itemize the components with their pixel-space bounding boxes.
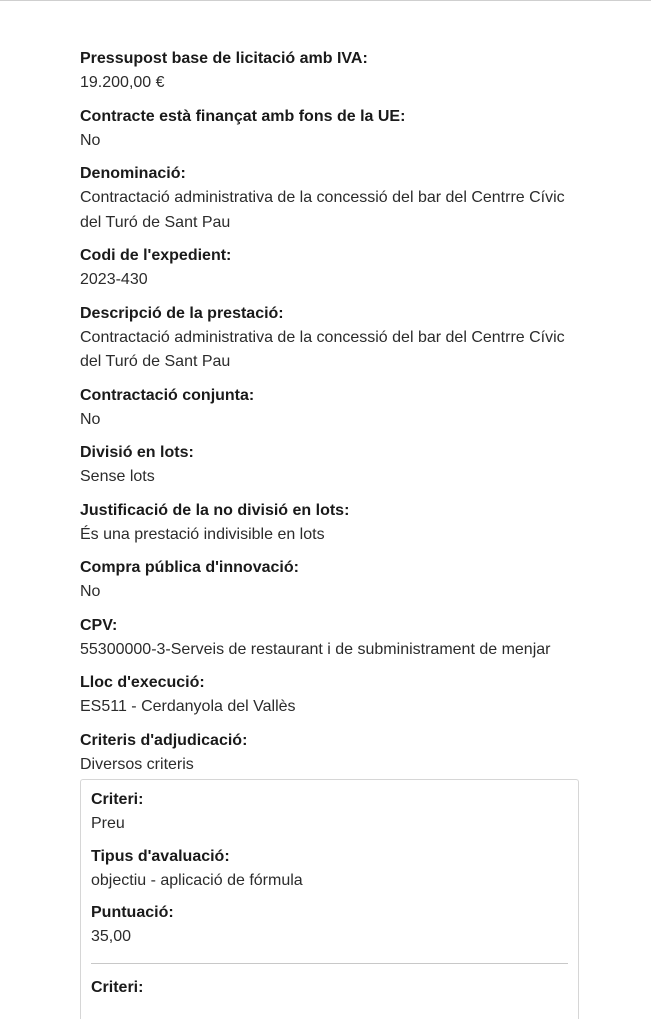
field-value: Contractació administrativa de la concessió del bar del Centrre Cívic del Turó de Sant Pau	[80, 189, 565, 231]
field-value: objectiu - aplicació de fórmula	[91, 871, 303, 889]
field-value: Sense lots	[80, 468, 155, 485]
top-divider	[0, 0, 651, 1]
field-label: CPV:	[80, 616, 118, 634]
field-joint-contracting	[80, 384, 580, 433]
field-execution-place	[80, 671, 580, 720]
field-budget	[80, 47, 580, 96]
field-label: Codi de l'expedient:	[80, 247, 232, 264]
field-value: No	[80, 410, 101, 428]
criterion-name	[91, 976, 568, 1000]
field-value: Contractació administrativa de la concessió del bar del Centrre Cívic del Turó de Sant Pau	[80, 328, 565, 370]
field-innovation-purchase	[80, 556, 580, 605]
criteria-box	[80, 779, 579, 1019]
criteria-divider	[91, 963, 568, 964]
field-value: No	[80, 583, 101, 600]
field-value: No	[80, 131, 101, 149]
field-lot-justification	[80, 499, 580, 548]
field-lot-division	[80, 441, 580, 490]
field-label: Criteri:	[91, 791, 144, 808]
field-label: Divisió en lots:	[80, 444, 194, 461]
field-label: Criteri:	[91, 978, 144, 996]
field-value: Diversos criteris	[80, 755, 194, 773]
criterion-score	[91, 901, 568, 950]
field-label: Compra pública d'innovació:	[80, 559, 299, 576]
tender-details	[80, 47, 580, 1019]
criterion-name	[91, 788, 568, 837]
field-denomination	[80, 162, 580, 235]
field-value: 2023-430	[80, 271, 148, 288]
field-value: 19.200,00 €	[80, 74, 165, 91]
field-description	[80, 302, 580, 375]
field-label: Tipus d'avaluació:	[91, 847, 230, 865]
criterion-evaluation-type	[91, 845, 568, 894]
field-label: Lloc d'execució:	[80, 674, 205, 691]
field-value: Preu	[91, 815, 125, 832]
field-label: Justificació de la no divisió en lots:	[80, 501, 350, 519]
field-eu-funds	[80, 105, 580, 154]
field-label: Descripció de la prestació:	[80, 304, 284, 322]
field-value: 55300000-3-Serveis de restaurant i de subministrament de menjar	[80, 640, 551, 658]
field-label: Puntuació:	[91, 904, 174, 921]
field-value: ES511 - Cerdanyola del Vallès	[80, 698, 296, 715]
field-label: Pressupost base de licitació amb IVA:	[80, 50, 368, 67]
field-value: És una prestació indivisible en lots	[80, 525, 325, 543]
field-cpv	[80, 614, 580, 663]
field-label: Contractació conjunta:	[80, 386, 255, 404]
field-file-code	[80, 244, 580, 293]
field-label: Denominació:	[80, 165, 186, 182]
field-label: Contracte està finançat amb fons de la UE:	[80, 107, 406, 125]
field-label: Criteris d'adjudicació:	[80, 731, 248, 749]
field-value: 35,00	[91, 928, 132, 945]
field-award-criteria	[80, 729, 580, 778]
